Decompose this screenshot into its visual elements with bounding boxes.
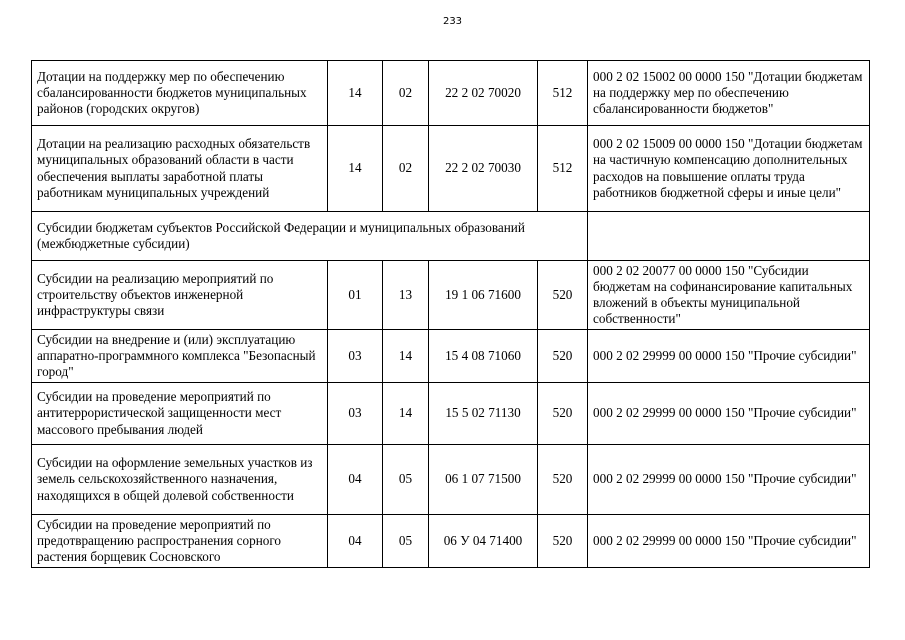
table-row: [32, 445, 870, 515]
row-section-code: 04: [328, 445, 383, 515]
row-subsection-code: 13: [383, 261, 429, 330]
row-name: Субсидии на реализацию мероприятий по строительству объектов инженерной инфраструктуры связи: [32, 261, 328, 330]
row-section-code: 03: [328, 383, 383, 445]
table-row: [32, 515, 870, 568]
table-row: [32, 383, 870, 445]
row-name: Субсидии на внедрение и (или) эксплуатацию аппаратно-программного комплекса "Безопасный город": [32, 330, 328, 383]
row-section-code: 04: [328, 515, 383, 568]
row-target-article: 06 У 04 71400: [429, 515, 538, 568]
row-target-article: 22 2 02 70020: [429, 61, 538, 126]
budget-classification-table: [31, 60, 870, 568]
row-name: Дотации на реализацию расходных обязательств муниципальных образований области в части обеспечения выплаты заработной платы работникам муниципальных учреждений: [32, 126, 328, 212]
row-target-article: 15 5 02 71130: [429, 383, 538, 445]
row-expense-type: 520: [538, 515, 588, 568]
row-revenue-code: 000 2 02 29999 00 0000 150 "Прочие субсидии": [588, 445, 870, 515]
table-row: [32, 330, 870, 383]
row-target-article: 22 2 02 70030: [429, 126, 538, 212]
section-revenue-code: [588, 212, 870, 261]
row-revenue-code: 000 2 02 20077 00 0000 150 "Субсидии бюджетам на софинансирование капитальных вложений в объекты муниципальной собственности": [588, 261, 870, 330]
row-subsection-code: 14: [383, 330, 429, 383]
row-expense-type: 512: [538, 126, 588, 212]
row-subsection-code: 05: [383, 515, 429, 568]
row-subsection-code: 02: [383, 126, 429, 212]
row-section-code: 14: [328, 61, 383, 126]
row-expense-type: 512: [538, 61, 588, 126]
row-section-code: 01: [328, 261, 383, 330]
row-expense-type: 520: [538, 383, 588, 445]
row-subsection-code: 14: [383, 383, 429, 445]
row-subsection-code: 05: [383, 445, 429, 515]
row-name: Дотации на поддержку мер по обеспечению сбалансированности бюджетов муниципальных районов (городских округов): [32, 61, 328, 126]
row-name: Субсидии на оформление земельных участков из земель сельскохозяйственного назначения, находящихся в общей долевой собственности: [32, 445, 328, 515]
row-expense-type: 520: [538, 330, 588, 383]
row-target-article: 06 1 07 71500: [429, 445, 538, 515]
page-number: 233: [442, 16, 463, 27]
section-header-row: [32, 212, 870, 261]
table-row: [32, 126, 870, 212]
section-title: Субсидии бюджетам субъектов Российской Федерации и муниципальных образований (межбюджетные субсидии): [32, 212, 588, 261]
table-row: [32, 61, 870, 126]
row-section-code: 03: [328, 330, 383, 383]
row-section-code: 14: [328, 126, 383, 212]
row-revenue-code: 000 2 02 15002 00 0000 150 "Дотации бюджетам на поддержку мер по обеспечению сбалансированности бюджетов": [588, 61, 870, 126]
row-name: Субсидии на проведение мероприятий по антитеррористической защищенности мест массового пребывания людей: [32, 383, 328, 445]
row-revenue-code: 000 2 02 29999 00 0000 150 "Прочие субсидии": [588, 515, 870, 568]
row-revenue-code: 000 2 02 15009 00 0000 150 "Дотации бюджетам на частичную компенсацию дополнительных расходов на повышение оплаты труда работников бюджетной сферы и иные цели": [588, 126, 870, 212]
row-revenue-code: 000 2 02 29999 00 0000 150 "Прочие субсидии": [588, 383, 870, 445]
row-subsection-code: 02: [383, 61, 429, 126]
table-row: [32, 261, 870, 330]
row-expense-type: 520: [538, 261, 588, 330]
row-name: Субсидии на проведение мероприятий по предотвращению распространения сорного растения борщевик Сосновского: [32, 515, 328, 568]
row-expense-type: 520: [538, 445, 588, 515]
row-target-article: 19 1 06 71600: [429, 261, 538, 330]
row-target-article: 15 4 08 71060: [429, 330, 538, 383]
row-revenue-code: 000 2 02 29999 00 0000 150 "Прочие субсидии": [588, 330, 870, 383]
